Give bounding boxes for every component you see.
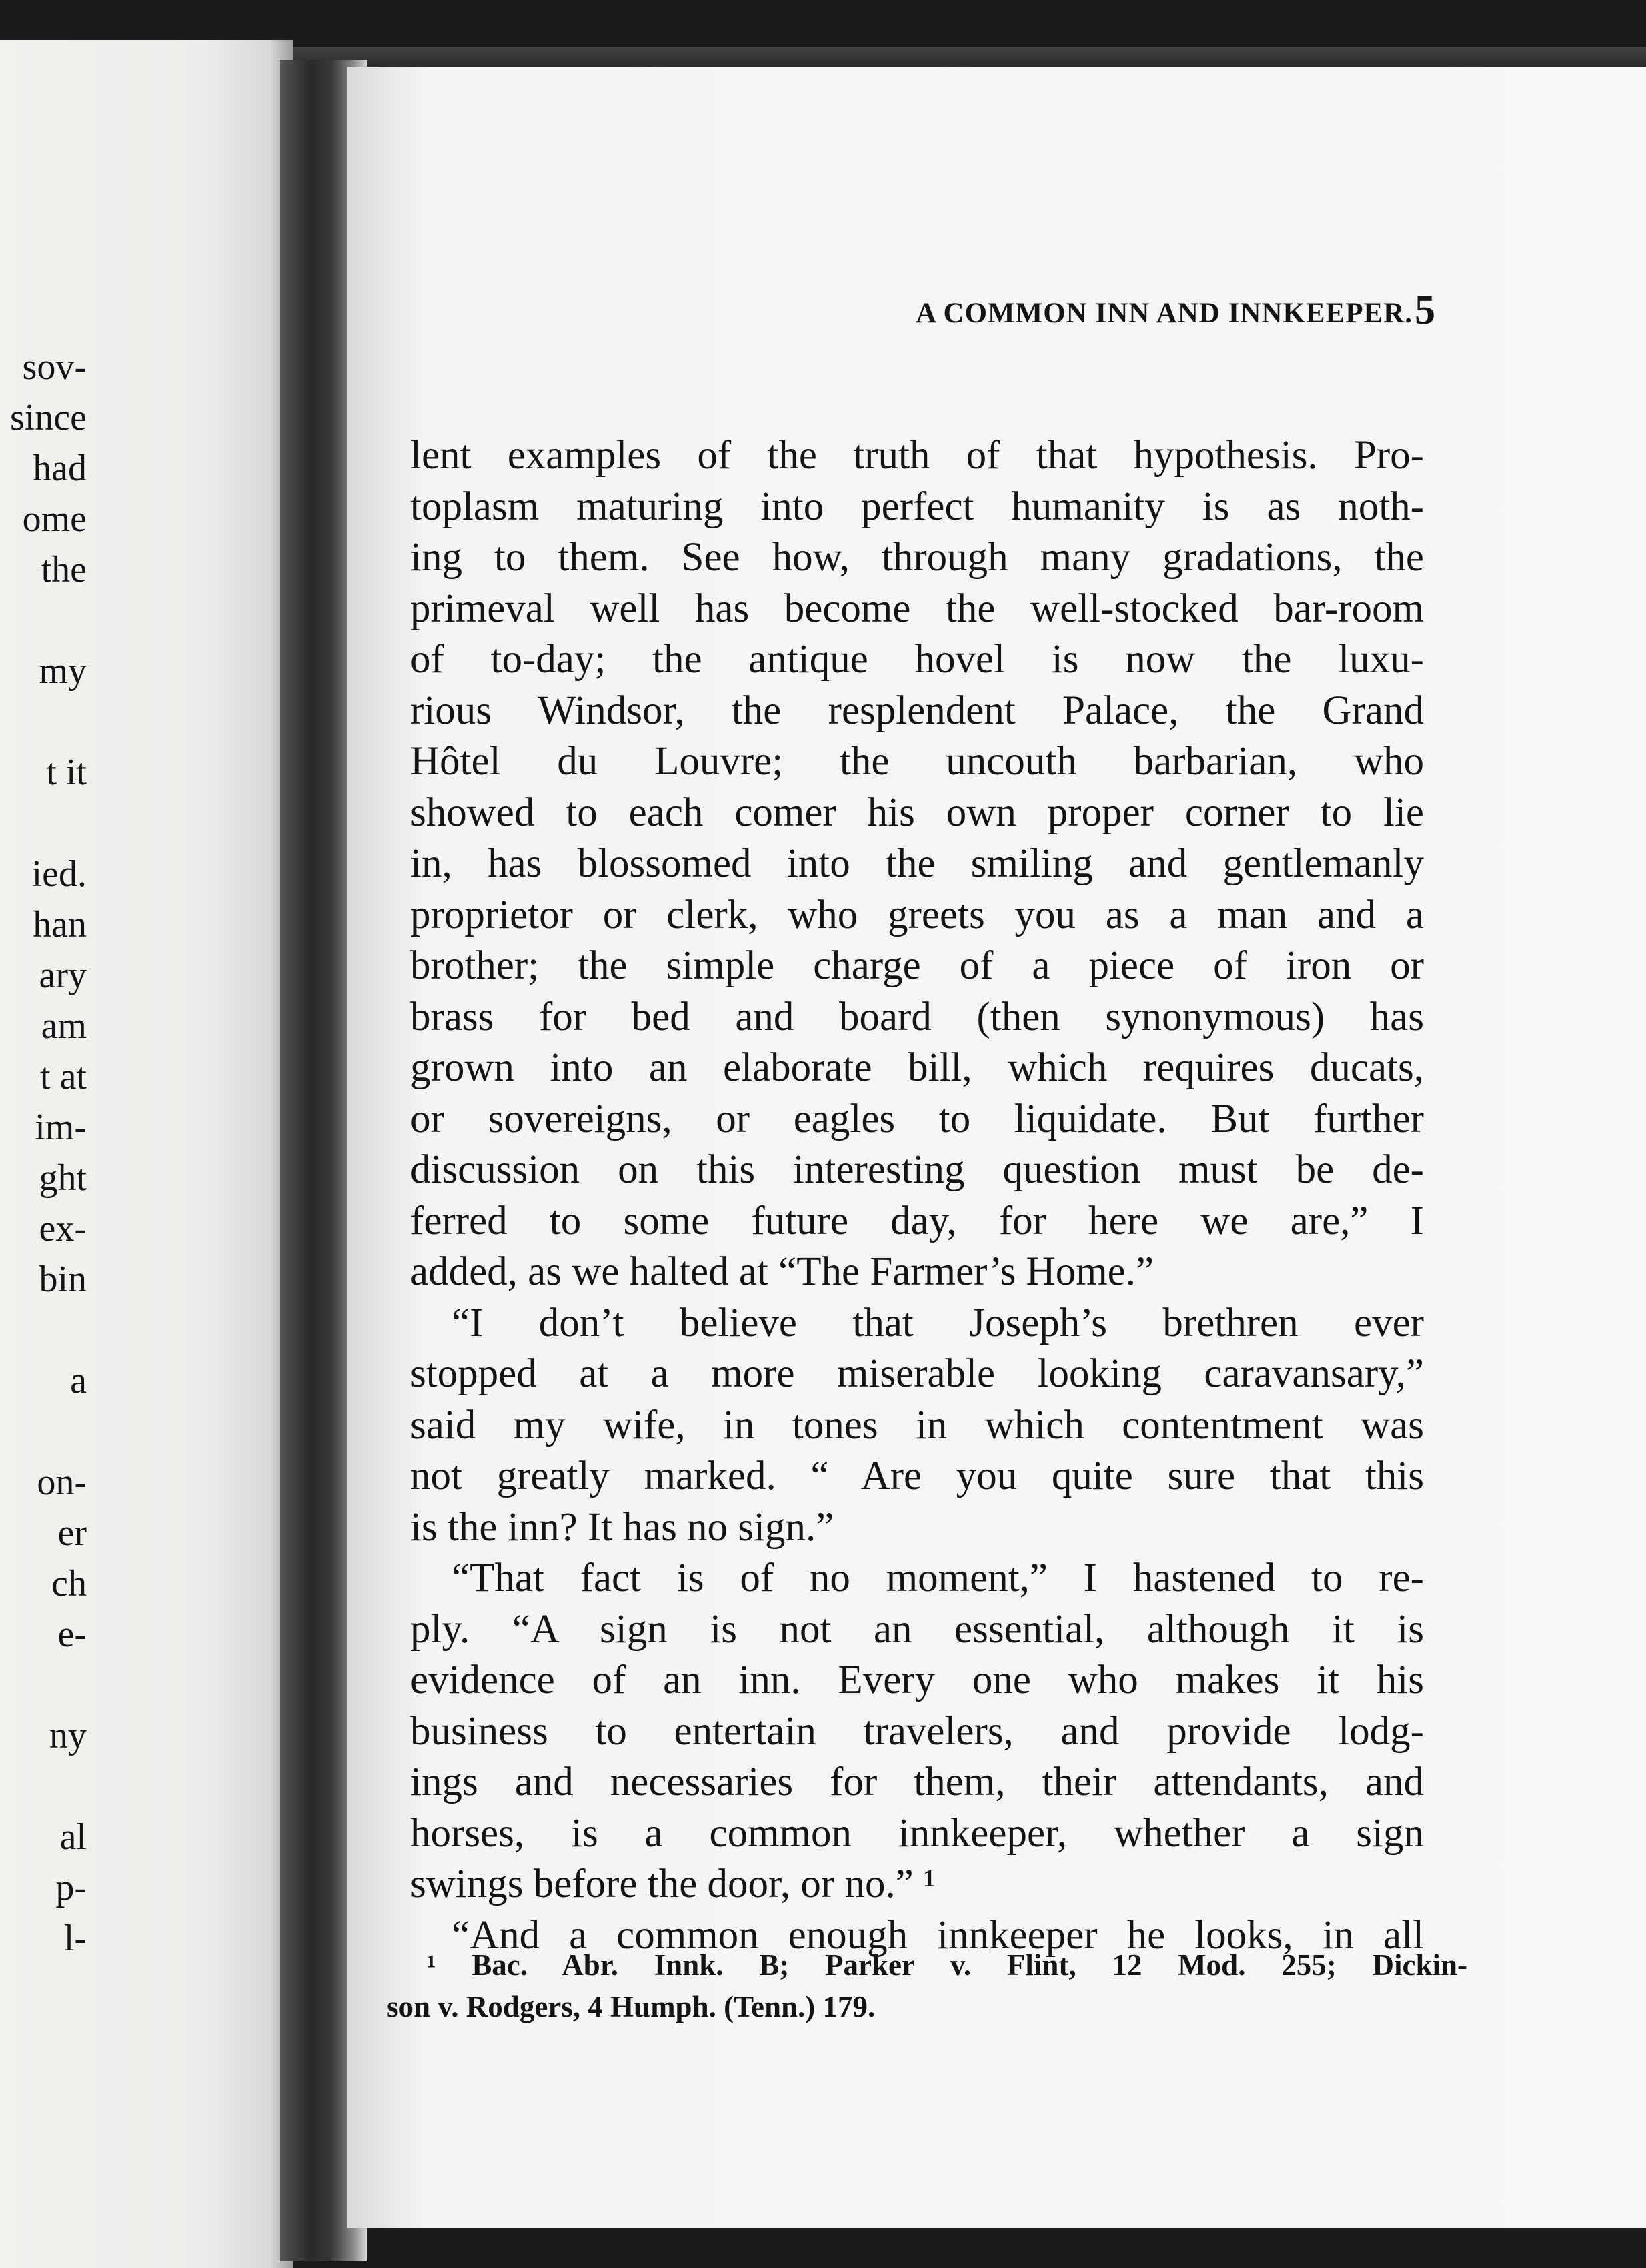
left-fragment: on- (37, 1462, 87, 1503)
text-line: Hôtel du Louvre; the uncouth barbarian, who (410, 739, 1424, 784)
left-fragment: ny (49, 1715, 87, 1756)
left-fragment: t at (40, 1056, 87, 1097)
left-fragment: ome (22, 498, 87, 540)
left-fragment: the (41, 549, 87, 590)
text-line: discussion on this interesting question must be de- (410, 1147, 1424, 1192)
page-right (347, 67, 1646, 2228)
left-fragment: my (39, 650, 87, 692)
text-line: “That fact is of no moment,” I hastened to re- (452, 1556, 1424, 1600)
text-line: ings and necessaries for them, their attendants, and (410, 1760, 1424, 1804)
left-fragment: im- (35, 1107, 87, 1148)
text-line: rious Windsor, the resplendent Palace, the Grand (410, 688, 1424, 733)
text-line: is the inn? It has no sign.” (410, 1504, 834, 1550)
text-line: or sovereigns, or eagles to liquidate. But further (410, 1096, 1424, 1141)
left-fragment: sov- (22, 346, 87, 388)
text-line: of to-day; the antique hovel is now the luxu- (410, 637, 1424, 682)
left-fragment: had (33, 448, 87, 489)
left-fragment: er (57, 1512, 87, 1554)
left-fragment: ch (51, 1563, 87, 1604)
text-line: primeval well has become the well-stocked bar-room (410, 586, 1424, 631)
left-fragment: l- (63, 1918, 87, 1959)
left-fragment: ary (39, 955, 87, 996)
left-fragment: al (59, 1816, 87, 1858)
text-line: grown into an elaborate bill, which requires ducats, (410, 1045, 1424, 1090)
body-text (410, 430, 1424, 1961)
text-line: toplasm maturing into perfect humanity is as noth- (410, 484, 1424, 529)
facing-page-left (0, 40, 293, 2268)
text-line: said my wife, in tones in which contentment was (410, 1402, 1424, 1448)
page-number: 5 (1415, 288, 1435, 333)
text-line: ing to them. See how, through many gradations, the (410, 535, 1424, 580)
left-fragment: e- (57, 1614, 87, 1655)
text-line: swings before the door, or no.” ¹ (410, 1862, 936, 1906)
text-line: lent examples of the truth of that hypothesis. Pro- (410, 433, 1424, 478)
left-fragment: am (41, 1005, 87, 1047)
text-line: ferred to some future day, for here we are,” I (410, 1198, 1424, 1243)
text-line: “I don’t believe that Joseph’s brethren ever (452, 1300, 1424, 1345)
text-line: showed to each comer his own proper corner to lie (410, 790, 1424, 835)
footnote-line: ¹ Bac. Abr. Innk. B; Parker v. Flint, 12 Mod. 255; Dickin- (427, 1948, 1467, 1982)
text-line: business to entertain travelers, and provide lodg- (410, 1708, 1424, 1754)
left-fragment: ied. (31, 853, 87, 895)
text-line: proprietor or clerk, who greets you as a man and a (410, 892, 1424, 937)
left-fragment: ght (39, 1157, 87, 1199)
text-line: brother; the simple charge of a piece of iron or (410, 943, 1424, 988)
running-head: A COMMON INN AND INNKEEPER. (916, 298, 1413, 329)
left-fragment: ex- (39, 1208, 87, 1249)
left-fragment: a (70, 1360, 87, 1401)
left-fragment: bin (39, 1259, 87, 1300)
footnote (387, 1944, 1467, 2027)
text-line: in, has blossomed into the smiling and gentlemanly (410, 841, 1424, 886)
text-line: ply. “A sign is not an essential, although it is (410, 1606, 1424, 1652)
text-line: horses, is a common innkeeper, whether a sign (410, 1810, 1424, 1856)
text-line: evidence of an inn. Every one who makes it his (410, 1658, 1424, 1702)
text-line: stopped at a more miserable looking caravansary,” (410, 1351, 1424, 1396)
text-line: added, as we halted at “The Farmer’s Home.” (410, 1249, 1154, 1294)
left-fragment: p- (55, 1867, 87, 1908)
text-line: not greatly marked. “ Are you quite sure that this (410, 1454, 1424, 1498)
left-fragment: han (33, 904, 87, 945)
footnote-line: son v. Rodgers, 4 Humph. (Tenn.) 179. (387, 1990, 876, 2023)
left-fragment: since (9, 397, 87, 438)
left-fragment: t it (46, 752, 87, 793)
text-line: brass for bed and board (then synonymous) has (410, 994, 1424, 1039)
text-line: “And a common enough innkeeper he looks, in all (452, 1912, 1424, 1958)
